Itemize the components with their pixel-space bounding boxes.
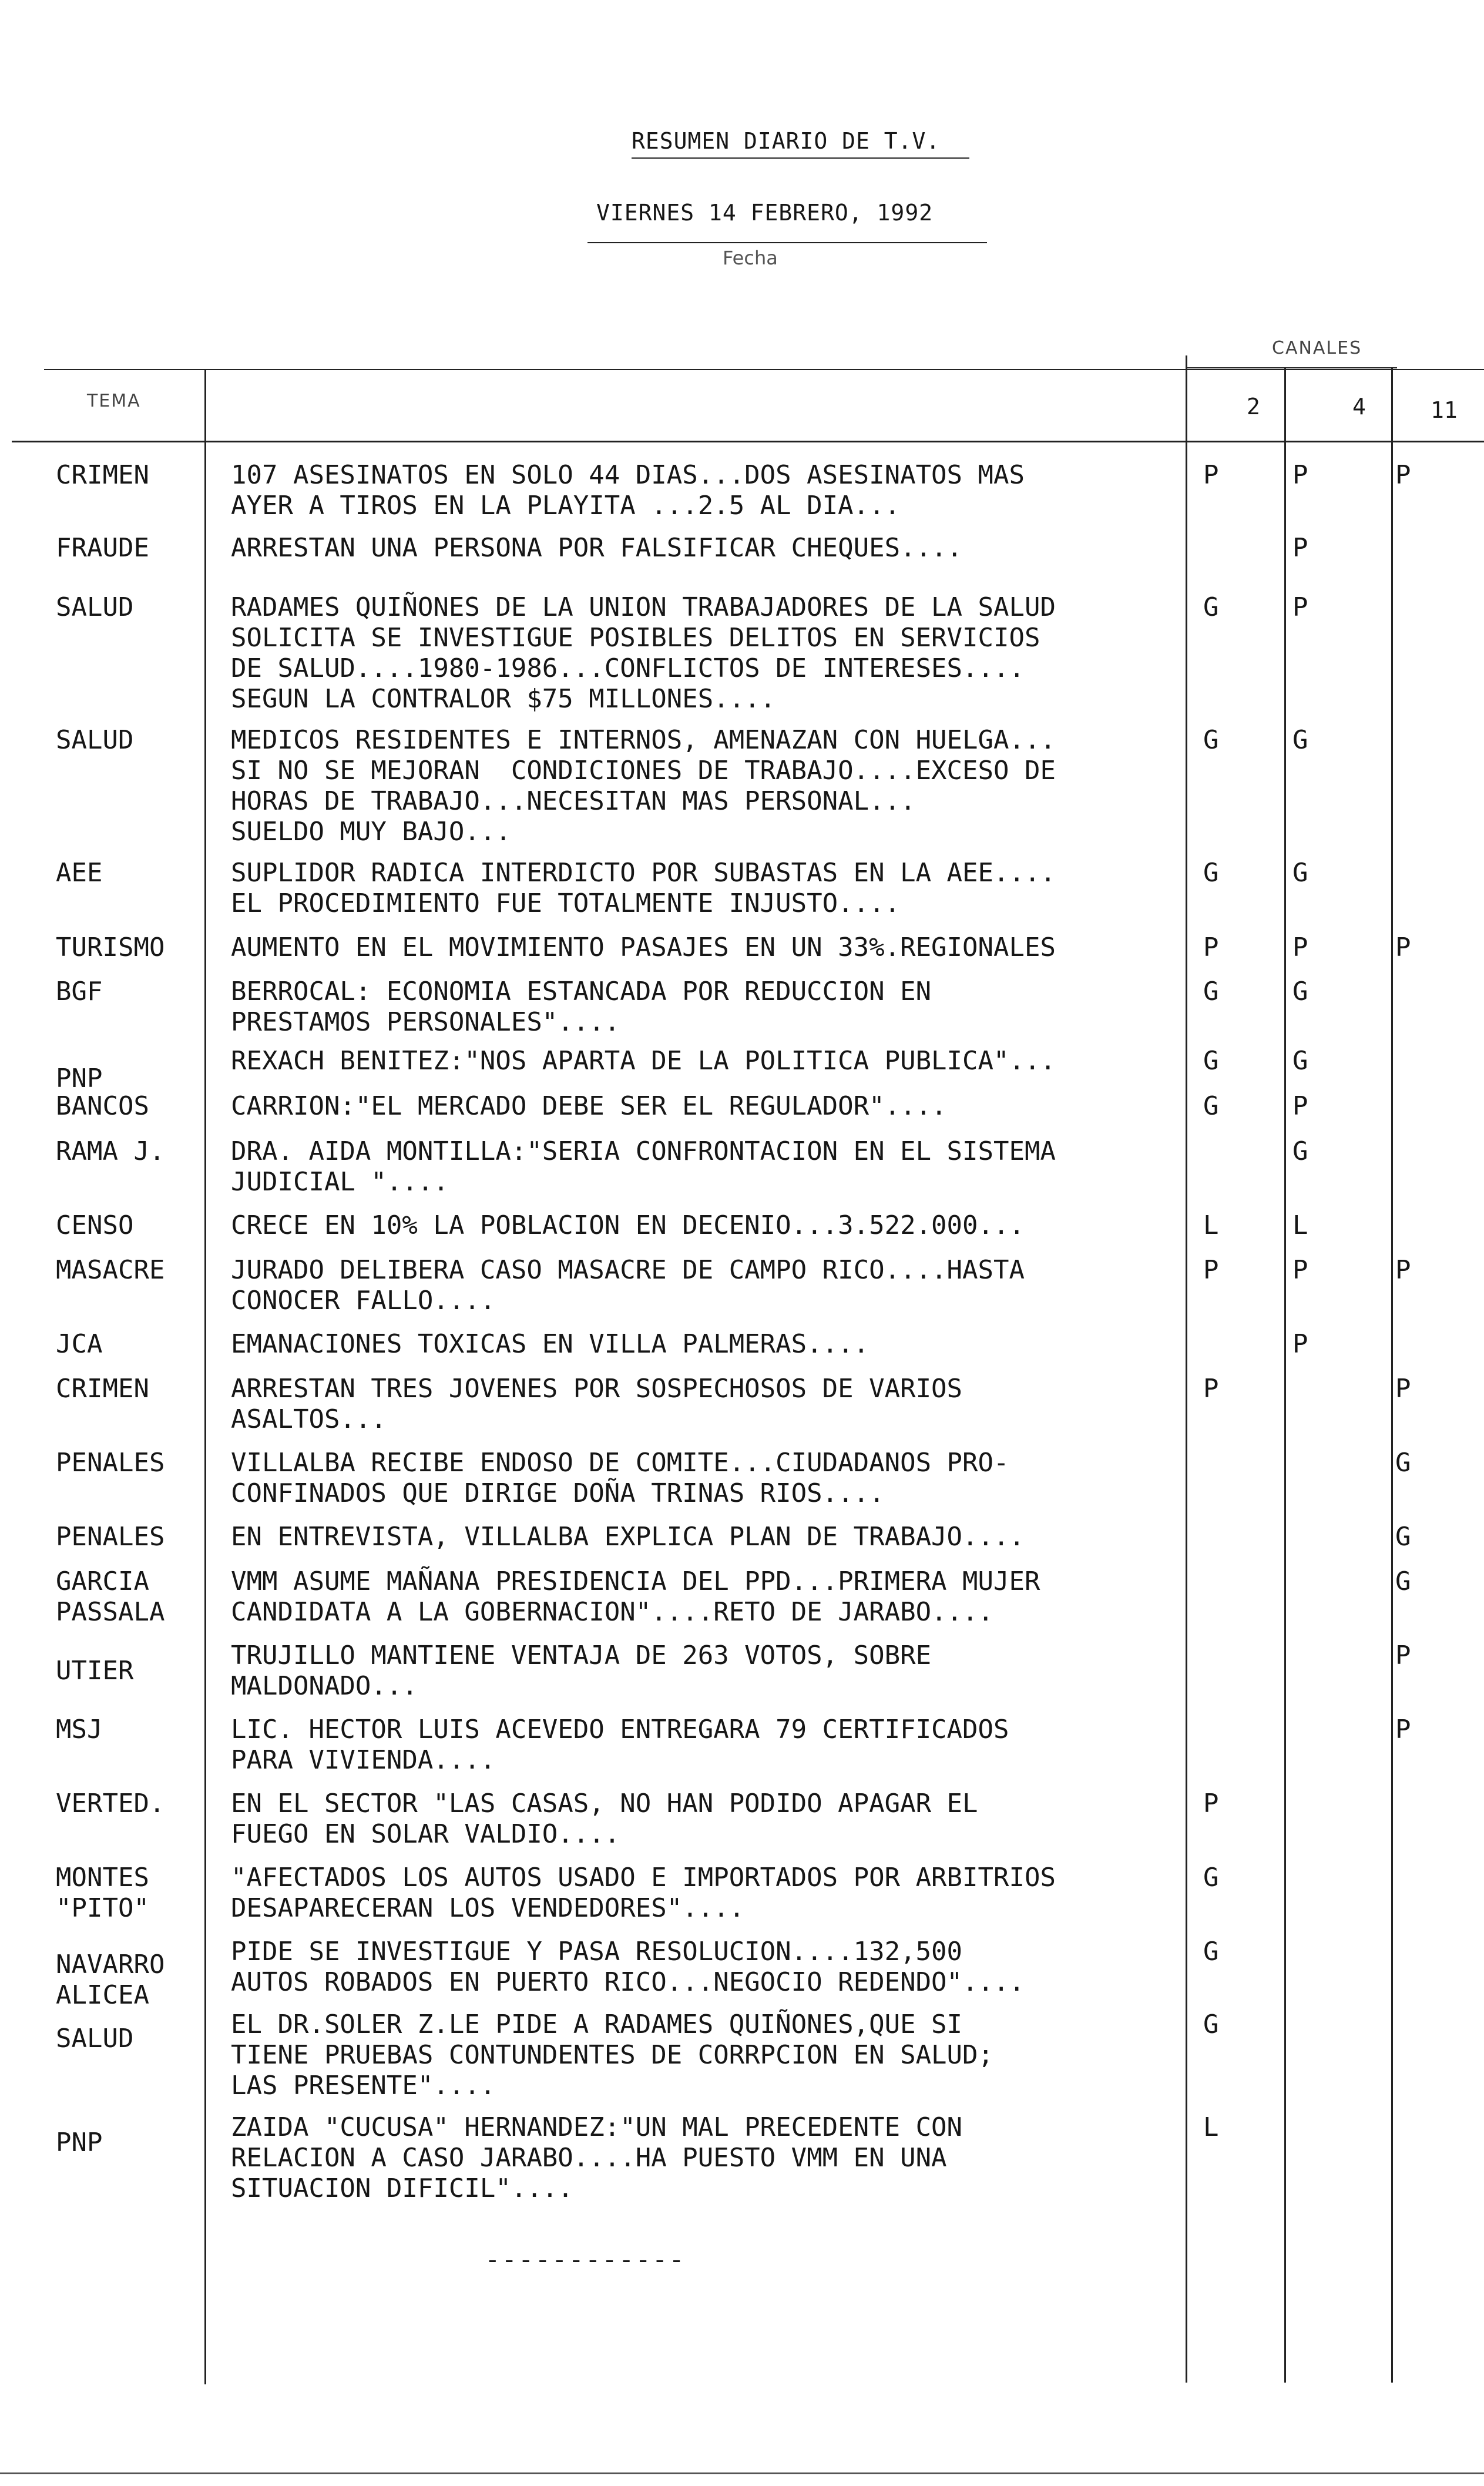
row-text: BERROCAL: ECONOMIA ESTANCADA POR REDUCCION EN PRESTAMOS PERSONALES".... xyxy=(231,977,932,1037)
channel-11-divider xyxy=(1391,367,1393,2383)
row-tema: CENSO xyxy=(56,1210,134,1240)
row-channel-11: P xyxy=(1395,1715,1411,1744)
row-channel-4: G xyxy=(1292,858,1308,888)
channel-2-header: 2 xyxy=(1247,394,1260,420)
title-underline xyxy=(632,157,969,159)
closing-dashes: ------------ xyxy=(485,2245,686,2274)
row-channel-11: P xyxy=(1395,460,1411,490)
row-channel-2: G xyxy=(1203,1091,1219,1121)
row-channel-4: G xyxy=(1292,725,1308,755)
row-channel-4: P xyxy=(1292,460,1308,490)
report-title: RESUMEN DIARIO DE T.V. xyxy=(632,128,941,154)
row-channel-11: P xyxy=(1395,1640,1411,1670)
row-text: 107 ASESINATOS EN SOLO 44 DIAS...DOS ASESINATOS MAS AYER A TIROS EN LA PLAYITA ...2.5 AL DIA... xyxy=(231,460,1025,521)
row-text: SUPLIDOR RADICA INTERDICTO POR SUBASTAS EN LA AEE.... EL PROCEDIMIENTO FUE TOTALMENTE INJUSTO.... xyxy=(231,858,1056,918)
row-channel-11: G xyxy=(1395,1522,1411,1552)
row-text: PIDE SE INVESTIGUE Y PASA RESOLUCION....132,500 AUTOS ROBADOS EN PUERTO RICO...NEGOCIO REDENDO".... xyxy=(231,1937,1025,1997)
channel-4-divider xyxy=(1284,367,1286,2383)
row-channel-2: G xyxy=(1203,1046,1219,1076)
row-tema: PENALES xyxy=(56,1448,165,1478)
row-channel-2: P xyxy=(1203,932,1219,962)
row-channel-2: P xyxy=(1203,1255,1219,1285)
row-channel-2: G xyxy=(1203,592,1219,622)
row-tema: MONTES "PITO" xyxy=(56,1863,149,1923)
date-label: Fecha xyxy=(723,247,778,269)
row-tema: PNP xyxy=(56,1063,103,1093)
row-channel-4: P xyxy=(1292,533,1308,563)
row-text: VILLALBA RECIBE ENDOSO DE COMITE...CIUDADANOS PRO- CONFINADOS QUE DIRIGE DOÑA TRINAS RIOS.... xyxy=(231,1448,1009,1508)
report-date: VIERNES 14 FEBRERO, 1992 xyxy=(596,200,934,226)
row-tema: SALUD xyxy=(56,2024,134,2054)
row-text: "AFECTADOS LOS AUTOS USADO E IMPORTADOS POR ARBITRIOS DESAPARECERAN LOS VENDEDORES".... xyxy=(231,1863,1056,1923)
row-channel-4: G xyxy=(1292,977,1308,1007)
row-channel-4: P xyxy=(1292,1329,1308,1359)
row-text: CARRION:"EL MERCADO DEBE SER EL REGULADOR".... xyxy=(231,1091,947,1121)
row-tema: CRIMEN xyxy=(56,1374,149,1404)
row-text: TRUJILLO MANTIENE VENTAJA DE 263 VOTOS, SOBRE MALDONADO... xyxy=(231,1640,932,1701)
row-tema: CRIMEN xyxy=(56,460,149,490)
row-text: AUMENTO EN EL MOVIMIENTO PASAJES EN UN 33%.REGIONALES xyxy=(231,932,1056,962)
channel-11-header: 11 xyxy=(1431,397,1458,423)
channel-2-divider xyxy=(1186,355,1187,2383)
row-text: EN EL SECTOR "LAS CASAS, NO HAN PODIDO APAGAR EL FUEGO EN SOLAR VALDIO.... xyxy=(231,1789,978,1849)
row-channel-11: G xyxy=(1395,1566,1411,1596)
row-tema: NAVARRO ALICEA xyxy=(56,1950,165,2010)
tema-column-divider xyxy=(204,369,206,2384)
row-tema: FRAUDE xyxy=(56,533,149,563)
row-channel-2: G xyxy=(1203,1863,1219,1893)
row-channel-4: P xyxy=(1292,1255,1308,1285)
row-channel-4: P xyxy=(1292,592,1308,622)
tema-header: TEMA xyxy=(87,391,141,411)
header-bottom-rule xyxy=(12,441,1484,442)
row-tema: RAMA J. xyxy=(56,1136,165,1166)
row-channel-2: L xyxy=(1203,1210,1219,1240)
row-channel-2: P xyxy=(1203,460,1219,490)
row-tema: AEE xyxy=(56,858,103,888)
row-channel-11: P xyxy=(1395,1374,1411,1404)
row-channel-2: L xyxy=(1203,2112,1219,2142)
row-tema: SALUD xyxy=(56,592,134,622)
row-channel-2: G xyxy=(1203,725,1219,755)
row-tema: UTIER xyxy=(56,1656,134,1686)
row-channel-4: L xyxy=(1292,1210,1308,1240)
row-tema: MASACRE xyxy=(56,1255,165,1285)
row-text: ZAIDA "CUCUSA" HERNANDEZ:"UN MAL PRECEDENTE CON RELACION A CASO JARABO....HA PUESTO VMM EN UNA SITUACION DIFICIL".... xyxy=(231,2112,963,2203)
row-text: JURADO DELIBERA CASO MASACRE DE CAMPO RICO....HASTA CONOCER FALLO.... xyxy=(231,1255,1025,1316)
row-channel-11: P xyxy=(1395,1255,1411,1285)
row-text: DRA. AIDA MONTILLA:"SERIA CONFRONTACION EN EL SISTEMA JUDICIAL ".... xyxy=(231,1136,1056,1197)
row-tema: BGF xyxy=(56,977,103,1007)
row-text: VMM ASUME MAÑANA PRESIDENCIA DEL PPD...PRIMERA MUJER CANDIDATA A LA GOBERNACION"....RETO DE JARABO.... xyxy=(231,1566,1040,1627)
row-channel-4: P xyxy=(1292,1091,1308,1121)
row-tema: JCA xyxy=(56,1329,103,1359)
row-text: EL DR.SOLER Z.LE PIDE A RADAMES QUIÑONES,QUE SI TIENE PRUEBAS CONTUNDENTES DE CORRPCION EN SALUD; LAS PRESENTE".... xyxy=(231,2009,994,2101)
table-top-rule xyxy=(44,369,1484,370)
row-channel-11: G xyxy=(1395,1448,1411,1478)
row-channel-4: G xyxy=(1292,1136,1308,1166)
row-channel-2: G xyxy=(1203,858,1219,888)
row-channel-2: G xyxy=(1203,977,1219,1007)
row-text: ARRESTAN TRES JOVENES POR SOSPECHOSOS DE VARIOS ASALTOS... xyxy=(231,1374,963,1434)
page-bottom-edge xyxy=(0,2472,1484,2474)
row-tema: PENALES xyxy=(56,1522,165,1552)
row-text: MEDICOS RESIDENTES E INTERNOS, AMENAZAN CON HUELGA... SI NO SE MEJORAN CONDICIONES DE TRABAJO....EXCESO DE HORAS DE TRABAJO...NECESITAN MAS PERSONAL... SUELDO MUY BAJO... xyxy=(231,725,1056,847)
row-tema: TURISMO xyxy=(56,932,165,962)
row-text: EMANACIONES TOXICAS EN VILLA PALMERAS.... xyxy=(231,1329,869,1359)
row-channel-2: P xyxy=(1203,1789,1219,1819)
date-underline xyxy=(587,242,987,243)
row-text: EN ENTREVISTA, VILLALBA EXPLICA PLAN DE TRABAJO.... xyxy=(231,1522,1025,1552)
channel-4-header: 4 xyxy=(1352,394,1366,420)
canales-underline xyxy=(1186,367,1397,368)
row-channel-4: G xyxy=(1292,1046,1308,1076)
row-tema: MSJ xyxy=(56,1715,103,1744)
row-text: ARRESTAN UNA PERSONA POR FALSIFICAR CHEQUES.... xyxy=(231,533,963,563)
row-tema: BANCOS xyxy=(56,1091,149,1121)
row-text: CRECE EN 10% LA POBLACION EN DECENIO...3.522.000... xyxy=(231,1210,1025,1240)
row-tema: PNP xyxy=(56,2128,103,2158)
row-channel-2: G xyxy=(1203,2009,1219,2039)
row-text: REXACH BENITEZ:"NOS APARTA DE LA POLITICA PUBLICA"... xyxy=(231,1046,1056,1076)
row-channel-11: P xyxy=(1395,932,1411,962)
row-channel-4: P xyxy=(1292,932,1308,962)
row-text: RADAMES QUIÑONES DE LA UNION TRABAJADORES DE LA SALUD SOLICITA SE INVESTIGUE POSIBLES DELITOS EN SERVICIOS DE SALUD....1980-1986...CONFLICTOS DE INTERESES.... SEGUN LA CONTRALOR $75 MILLONES.... xyxy=(231,592,1056,714)
row-channel-2: G xyxy=(1203,1937,1219,1967)
row-channel-2: P xyxy=(1203,1374,1219,1404)
row-text: LIC. HECTOR LUIS ACEVEDO ENTREGARA 79 CERTIFICADOS PARA VIVIENDA.... xyxy=(231,1715,1009,1775)
canales-label: CANALES xyxy=(1272,338,1362,358)
row-tema: SALUD xyxy=(56,725,134,755)
row-tema: VERTED. xyxy=(56,1789,165,1819)
row-tema: GARCIA PASSALA xyxy=(56,1566,165,1627)
